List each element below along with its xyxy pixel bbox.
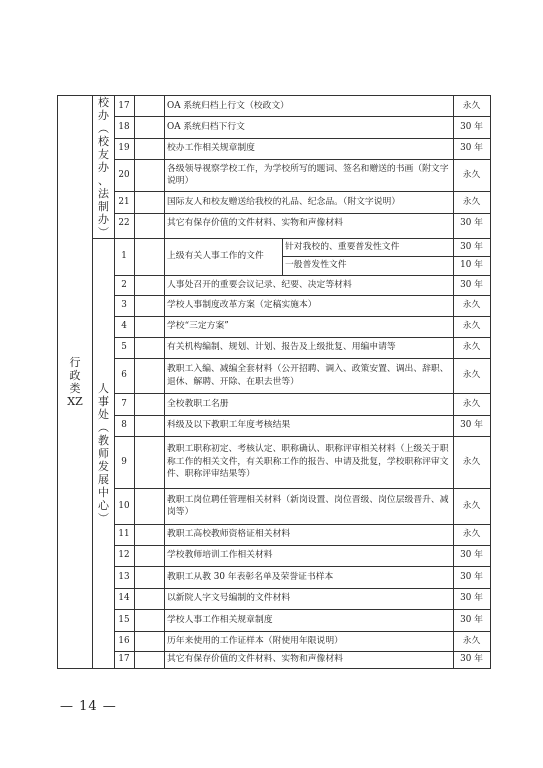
row-content: 学校人事工作相关规章制度 (167, 614, 273, 625)
row-period: 30 年 (460, 654, 483, 665)
row-number: 22 (118, 217, 130, 228)
dept-char: 发 (98, 460, 109, 473)
row-number: 3 (121, 300, 127, 311)
dept-char: 校 (98, 134, 109, 148)
row-period: 30 年 (460, 279, 483, 290)
dept-char: 中 (98, 486, 109, 499)
row-content: 其它有保存价值的文件材料、实物和声像材料 (167, 217, 343, 228)
grid-line (134, 96, 135, 668)
row-number: 7 (121, 398, 127, 409)
row-content: 国际友人和校友赠送给我校的礼品、纪念品。（附文字说明） (167, 196, 401, 207)
row-period: 永久 (462, 370, 481, 381)
row-number: 8 (121, 420, 127, 431)
row-number: 11 (118, 529, 130, 540)
row-period: 永久 (462, 100, 481, 111)
row-number: 6 (121, 370, 127, 381)
dept-char: 办 (98, 108, 109, 122)
category-char: 政 (69, 369, 81, 382)
dept-char: 办 (98, 212, 109, 226)
row-number: 13 (118, 571, 130, 582)
page-number: — 14 — (60, 699, 117, 714)
dept-char: 制 (98, 199, 109, 213)
dept-char: 校 (98, 95, 109, 109)
row-period: 30 年 (460, 550, 483, 561)
row-number: 1 (121, 251, 127, 262)
row-content: 历年来使用的工作证样本（附使用年限说明） (167, 635, 343, 646)
row-content: 教职工岗位聘任管理相关材料（新岗设置、岗位晋级、岗位层级晋升、减岗等） (167, 494, 449, 517)
category-char: 类 (69, 382, 81, 395)
row-content: 各级领导视察学校工作，为学校所写的题词、签名和赠送的书画（附文字说明） (167, 163, 449, 186)
row-number: 14 (118, 593, 130, 604)
dept-char: 人 (98, 382, 109, 395)
row-period: 30 年 (460, 614, 483, 625)
row-period: 永久 (462, 321, 481, 332)
row-number: 21 (118, 196, 130, 207)
row-content: 以新院人字文号编制的文件材料 (167, 593, 291, 604)
category-char: XZ (67, 395, 83, 408)
row-period: 30 年 (460, 420, 483, 431)
dept-char: 、 (98, 173, 109, 187)
row-content: OA 系统归档下行文 (167, 121, 245, 132)
row-number: 10 (118, 500, 130, 511)
row-content: 科级及以下教职工年度考核结果 (167, 420, 291, 431)
row-period: 30 年 (460, 121, 483, 132)
row-number: 17 (118, 654, 130, 665)
row-period: 永久 (462, 300, 481, 311)
row-content: 学校“三定方案” (167, 321, 229, 332)
row-content: OA 系统归档上行文（校政文） (167, 100, 289, 111)
row-content: 有关机构编制、规划、计划、报告及上级批复、用编申请等 (167, 342, 396, 353)
dept-char: ︵ (98, 121, 109, 135)
subrow-period: 10 年 (460, 260, 483, 271)
dept-char: 处 (98, 408, 109, 421)
row-number: 20 (118, 169, 130, 180)
row-content: 校办工作相关规章制度 (167, 143, 255, 154)
row-content: 上级有关人事工作的文件 (167, 251, 264, 262)
subrow-period: 30 年 (460, 241, 483, 252)
row-period: 永久 (462, 500, 481, 511)
category-cell (58, 96, 92, 668)
dept-char: 法 (98, 186, 109, 200)
dept-char: ︶ (98, 225, 109, 239)
dept-char: 事 (98, 395, 109, 408)
row-number: 2 (121, 279, 127, 290)
row-period: 永久 (462, 342, 481, 353)
category-char: 行 (69, 356, 81, 369)
row-number: 18 (118, 121, 130, 132)
row-number: 5 (121, 342, 127, 353)
row-content: 教职工从教 30 年表彰名单及荣誉证书样本 (167, 571, 334, 582)
subrow-content: 针对我校的、重要普发性文件 (285, 241, 400, 252)
dept-char: ︵ (98, 421, 109, 434)
dept-char: 友 (98, 147, 109, 161)
row-period: 永久 (462, 635, 481, 646)
row-content: 人事处召开的重要会议记录、纪要、决定等材料 (167, 279, 352, 290)
row-number: 4 (121, 321, 127, 332)
row-number: 9 (121, 456, 127, 467)
row-period: 30 年 (460, 143, 483, 154)
dept-char: 教 (98, 434, 109, 447)
archive-table (57, 95, 491, 669)
dept-char: 办 (98, 160, 109, 174)
row-content: 教职工职称初定、考核认定、职称确认、职称评审相关材料（上级关于职称工作的相关文件，有关职称工作的报告、申请及批复，学校职称评审文件、职称评审结果等） (167, 444, 449, 480)
dept-char: 展 (98, 473, 109, 486)
row-period: 永久 (462, 196, 481, 207)
dept-cell-office (93, 96, 114, 238)
row-content: 全校教职工名册 (167, 398, 229, 409)
row-period: 30 年 (460, 571, 483, 582)
row-period: 永久 (462, 398, 481, 409)
row-period: 30 年 (460, 593, 483, 604)
row-content: 其它有保存价值的文件材料、实物和声像材料 (167, 654, 343, 665)
row-number: 16 (118, 635, 130, 646)
row-period: 永久 (462, 529, 481, 540)
dept-char: 心 (98, 499, 109, 512)
row-content: 教职工入编、减编全套材料（公开招聘、调入、政策安置、调出、辞职、退休、解聘、开除、在职去世等） (167, 364, 449, 387)
row-number: 12 (118, 550, 130, 561)
row-content: 学校人事制度改革方案（定稿实施本） (167, 300, 317, 311)
row-period: 30 年 (460, 217, 483, 228)
dept-char: 师 (98, 447, 109, 460)
row-number: 15 (118, 614, 130, 625)
row-number: 17 (118, 100, 130, 111)
row-content: 教职工高校教师资格证相关材料 (167, 529, 291, 540)
dept-char: ︶ (98, 512, 109, 525)
row-content: 学校教师培训工作相关材料 (167, 550, 273, 561)
row-number: 19 (118, 143, 130, 154)
subrow-content: 一般普发性文件 (285, 260, 347, 271)
row-period: 永久 (462, 169, 481, 180)
dept-cell-hr (93, 239, 114, 668)
row-period: 永久 (462, 456, 481, 467)
